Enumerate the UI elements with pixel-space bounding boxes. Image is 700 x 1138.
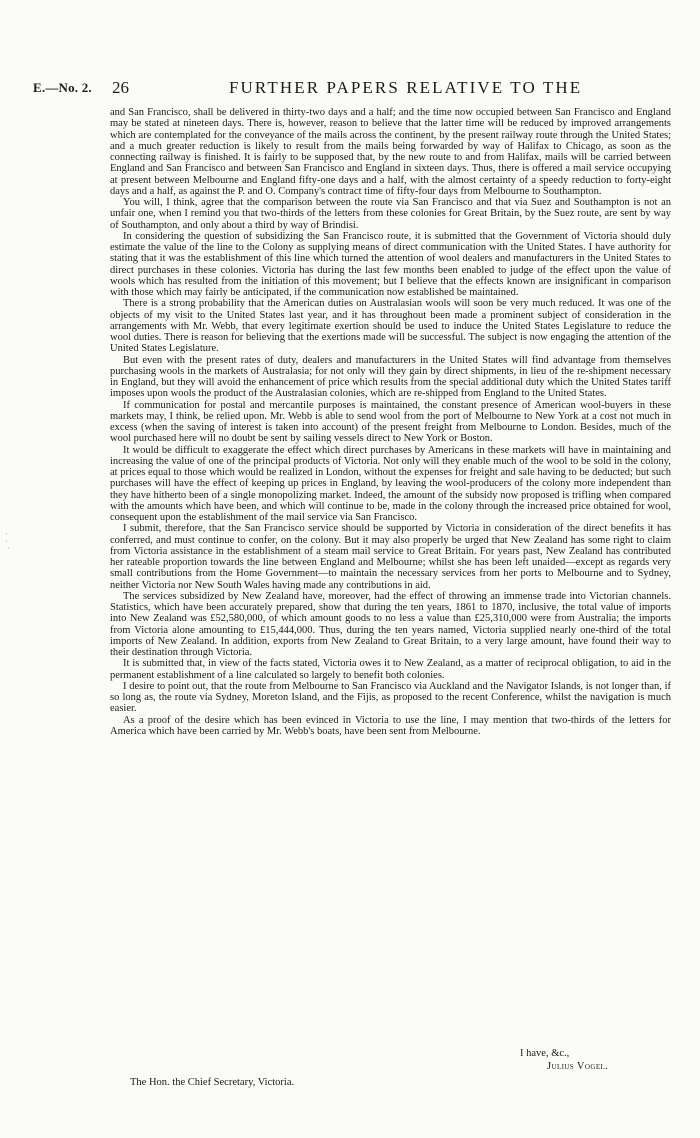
paragraph: As a proof of the desire which has been evinced in Victoria to use the line, I may mention that two-thirds of the letters for America which have been carried by Mr. Webb's boats, have been sent from Melbourne. <box>110 714 671 737</box>
paragraph: If communication for postal and mercantile purposes is maintained, the constant presence of American wool-buyers in these markets may, I think, be relied upon. Mr. Webb is able to send wool from the port of Melbourne to New York at a cost not much in excess (when the saving of interest is taken into account) of the present freight from Melbourne to London. Besides, much of the wool purchased here will no doubt be sent by sailing vessels direct to New York or Boston. <box>110 399 671 445</box>
page-header <box>0 78 700 100</box>
paper-reference: E.—No. 2. <box>33 80 92 95</box>
paragraph: It would be difficult to exaggerate the effect which direct purchases by Americans in these markets will have in maintaining and increasing the value of one of the principal products of Victoria. Not only will they enable much of the wool to be sold in the colony, at prices equal to those which would be realized in London, without the expenses for freight and sale having to be deducted; but such purchases will have the effect of keeping up prices in England, by leaving the wool-producers of the colony more independent than they have hitherto been of a single monopolizing market. Indeed, the amount of the subsidy now proposed is trifling when compared with the amounts which have been, and which will continue to be, made in the colony through the increased price obtained for wool, consequent upon the establishment of the mail service via San Francisco. <box>110 444 671 523</box>
paragraph: There is a strong probability that the American duties on Australasian wools will soon be very much reduced. It was one of the objects of my visit to the United States last year, and it has throughout been made a prominent subject of consideration in the arrangements with Mr. Webb, that every legitimate exertion should be used to induce the United States Legislature to reduce the wool duties. There is reason for believing that the exertions made will be successful. The subject is now engaging the attention of the United States Legislature. <box>110 298 671 355</box>
paragraph: The services subsidized by New Zealand have, moreover, had the effect of throwing an immense trade into Victorian channels. Statistics, which have been accurately prepared, show that during the ten years, 1861 to 1870, inclusive, the total value of imports into New Zealand was £52,580,000, of which amount goods to no less a value than £25,310,000 were from Australia; the imports from Victoria alone amounting to £15,444,000. Thus, during the ten years named, Victoria supplied nearly one-third of the total imports of New Zealand. In addition, exports from New Zealand to Great Britain, to a very large amount, have found their way to their destination through Victoria. <box>110 590 671 658</box>
paragraph: But even with the present rates of duty, dealers and manufacturers in the United States will find advantage from themselves purchasing wools in the markets of Australasia; for not only will they gain by direct shipments, in lieu of the re-shipment necessary in England, but they will avoid the enhancement of price which results from the special additional duty which the United States tariff imposes upon wools the product of the Australasian colonies, which are re-shipped from England to the United States. <box>110 354 671 400</box>
paragraph: I submit, therefore, that the San Francisco service should be supported by Victoria in consideration of the direct benefits it has conferred, and must continue to confer, on the colony. But it may also properly be urged that New Zealand has some right to claim from Victoria assistance in the establishment of a steam mail service to Great Britain. For years past, New Zealand has contributed her rateable proportion towards the line between England and Melbourne; whilst she has been left unaided—except as regards very small contributions from the Home Government—to maintain the necessary services from her ports to Melbourne and to Sydney, neither Victoria nor New South Wales having made any contributions in aid. <box>110 523 671 591</box>
paragraph: I desire to point out, that the route from Melbourne to San Francisco via Auckland and the Navigator Islands, is not longer than, if so long as, the route via Sydney, Moreton Island, and the Fijis, as proposed to the recent Conference, whilst the navigation is much easier. <box>110 680 671 715</box>
paragraph: and San Francisco, shall be delivered in thirty-two days and a half; and the time now occupied between San Francisco and England may be stated at nineteen days. There is, however, reason to believe that the latter time will be reduced by improved arrangements which are contemplated for the conveyance of the mails across the continent, by the present railway route through the United States; and a much greater reduction is likely to result from the mails being forwarded by way of Halifax to Chicago, as soon as the connecting railway is finished. It is fairly to be supposed that, by the new route to and from Halifax, mails will be carried between England and San Francisco and between San Francisco and England in sixteen days. Thus, there is offered a mail service occupying at present between Melbourne and England fifty-one days and a half, with the almost certainty of a speedy reduction to forty-eight days and a half, as against the P. and O. Company's contract time of fifty-four days from Melbourne to Southampton. <box>110 107 671 197</box>
letter-body <box>110 107 671 737</box>
margin-speck-decoration: · · · <box>5 530 10 553</box>
paragraph: In considering the question of subsidizing the San Francisco route, it is submitted that the Government of Victoria should duly estimate the value of the line to the Colony as supplying means of direct communication with the United States. I have authority for stating that it was the establishment of this line which turned the attention of wool dealers and manufacturers in the United States to direct purchases in these colonies. Victoria has during the last few months been enabled to judge of the effect upon the value of wools which has resulted from the initiation of this movement; but I believe that the effects known are insignificant in comparison with those which may fairly be anticipated, if the communication now established be maintained. <box>110 230 671 298</box>
paragraph: It is submitted that, in view of the facts stated, Victoria owes it to New Zealand, as a matter of reciprocal obligation, to aid in the permanent establishment of a line calculated so largely to benefit both colonies. <box>110 658 671 681</box>
addressee: The Hon. the Chief Secretary, Victoria. <box>130 1077 295 1088</box>
running-title: FURTHER PAPERS RELATIVE TO THE <box>229 78 583 97</box>
complimentary-close: I have, &c., <box>520 1048 570 1059</box>
page-number: 26 <box>112 78 129 97</box>
signatory-name: Julius Vogel. <box>547 1061 609 1072</box>
paragraph: You will, I think, agree that the comparison between the route via San Francisco and that via Suez and Southampton is not an unfair one, when I remind you that two-thirds of the letters from these colonies for Great Britain, by the Suez route, are sent by way of Southampton, and only about a third by way of Brindisi. <box>110 197 671 231</box>
